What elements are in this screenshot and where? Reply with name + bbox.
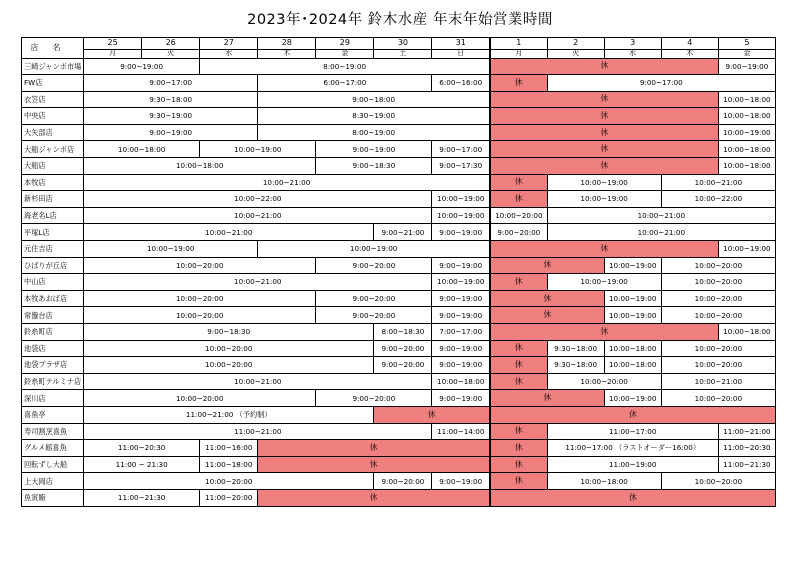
hours-cell: 6:00~17:00 — [258, 75, 432, 92]
hours-cell: 10:00~18:00 — [718, 108, 775, 125]
store-row — [22, 307, 776, 324]
store-name: ひばりが丘店 — [22, 257, 84, 274]
hours-cell: 8:00~19:00 — [258, 124, 490, 141]
weekday-header: 木 — [661, 49, 718, 58]
hours-cell: 10:00~20:00 — [661, 357, 775, 374]
store-name: 大矢部店 — [22, 124, 84, 141]
store-row — [22, 290, 776, 307]
hours-cell: 10:00~19:00 — [547, 274, 661, 291]
store-name: 池袋プラザ店 — [22, 357, 84, 374]
hours-cell: 9:00~19:00 — [432, 224, 490, 241]
hours-cell: 8:00~18:30 — [374, 324, 432, 341]
hours-cell: 10:00~19:00 — [547, 174, 661, 191]
hours-cell: 9:00~17:00 — [84, 75, 258, 92]
hours-cell: 10:00~21:00 — [547, 224, 775, 241]
closed-cell: 休 — [490, 75, 547, 92]
store-row — [22, 340, 776, 357]
hours-cell: 11:00~21:00 （予約制） — [84, 406, 374, 423]
hours-cell: 11:00~21:00 — [84, 423, 432, 440]
hours-cell: 10:00~18:00 — [718, 141, 775, 158]
closed-cell: 休 — [490, 58, 718, 75]
hours-cell: 9:00~20:00 — [374, 340, 432, 357]
store-name: グルメ館喜魚 — [22, 440, 84, 457]
hours-cell: 9:00~20:00 — [374, 357, 432, 374]
hours-cell: 9:00~17:00 — [547, 75, 775, 92]
hours-cell: 11:00 ~ 21:30 — [84, 456, 200, 473]
date-header: 25 — [84, 38, 142, 50]
store-row — [22, 75, 776, 92]
hours-cell: 9:00~19:00 — [316, 141, 432, 158]
hours-cell: 9:00~18:00 — [258, 91, 490, 108]
hours-cell: 9:00~20:00 — [316, 307, 432, 324]
hours-cell: 10:00~21:00 — [84, 274, 432, 291]
store-name: 上大岡店 — [22, 473, 84, 490]
closed-cell: 休 — [490, 324, 718, 341]
store-row — [22, 58, 776, 75]
hours-cell: 10:00~18:00 — [718, 158, 775, 175]
store-row — [22, 423, 776, 440]
closed-cell: 休 — [258, 456, 490, 473]
hours-cell: 10:00~20:00 — [661, 274, 775, 291]
store-row — [22, 191, 776, 208]
hours-cell: 11:00~19:00 — [547, 456, 718, 473]
hours-cell: 10:00~18:00 — [432, 373, 490, 390]
hours-cell: 10:00~18:00 — [84, 141, 200, 158]
store-name: 新杉田店 — [22, 191, 84, 208]
hours-cell: 11:00~21:00 — [718, 423, 775, 440]
hours-cell: 10:00~20:00 — [84, 357, 374, 374]
store-row — [22, 158, 776, 175]
store-name: FW店 — [22, 75, 84, 92]
hours-cell: 9:00~19:00 — [432, 340, 490, 357]
store-row — [22, 390, 776, 407]
store-name: 三崎ジャンボ市場 — [22, 58, 84, 75]
store-row — [22, 124, 776, 141]
hours-cell: 10:00~19:00 — [432, 207, 490, 224]
hours-cell: 9:00~21:00 — [374, 224, 432, 241]
hours-cell: 10:00~19:00 — [200, 141, 316, 158]
closed-cell: 休 — [490, 307, 604, 324]
hours-cell: 9:00~18:30 — [84, 324, 374, 341]
closed-cell: 休 — [490, 174, 547, 191]
hours-cell: 9:00~19:00 — [432, 307, 490, 324]
store-row — [22, 440, 776, 457]
store-name: 回転ずし大船 — [22, 456, 84, 473]
store-name: 深川店 — [22, 390, 84, 407]
hours-cell: 9:00~19:00 — [432, 390, 490, 407]
hours-cell: 9:00~20:00 — [374, 473, 432, 490]
hours-cell: 10:00~19:00 — [84, 241, 258, 258]
hours-cell: 10:00~19:00 — [547, 191, 661, 208]
closed-cell: 休 — [490, 489, 775, 506]
closed-cell: 休 — [490, 340, 547, 357]
hours-cell: 10:00~18:00 — [718, 324, 775, 341]
weekday-header: 水 — [200, 49, 258, 58]
hours-cell: 10:00~21:00 — [84, 373, 432, 390]
hours-cell: 6:00~16:00 — [432, 75, 490, 92]
date-header: 4 — [661, 38, 718, 50]
closed-cell: 休 — [490, 440, 547, 457]
hours-cell: 10:00~20:00 — [661, 473, 775, 490]
weekday-header: 木 — [258, 49, 316, 58]
hours-cell: 11:00~21:30 — [718, 456, 775, 473]
store-row — [22, 473, 776, 490]
hours-cell: 10:00~19:00 — [258, 241, 490, 258]
hours-table — [21, 37, 776, 507]
hours-cell: 10:00~20:00 — [84, 257, 316, 274]
hours-cell: 10:00~21:00 — [84, 174, 490, 191]
store-row — [22, 207, 776, 224]
closed-cell: 休 — [490, 124, 718, 141]
hours-cell: 7:00~17:00 — [432, 324, 490, 341]
hours-cell: 11:00~18:00 — [200, 456, 258, 473]
hours-cell: 10:00~19:00 — [604, 390, 661, 407]
store-row — [22, 241, 776, 258]
hours-cell: 10:00~18:00 — [547, 473, 661, 490]
hours-cell: 10:00~21:00 — [661, 373, 775, 390]
weekday-header: 火 — [142, 49, 200, 58]
date-header: 1 — [490, 38, 547, 50]
hours-cell: 10:00~19:00 — [718, 241, 775, 258]
store-name: 中央店 — [22, 108, 84, 125]
date-header: 5 — [718, 38, 775, 50]
hours-cell: 11:00~17:00 — [547, 423, 718, 440]
hours-cell: 10:00~19:00 — [604, 307, 661, 324]
hours-cell: 11:00~21:30 — [84, 489, 200, 506]
weekday-header: 火 — [547, 49, 604, 58]
date-header: 30 — [374, 38, 432, 50]
store-column-header: 店名 — [22, 38, 84, 59]
store-name: 大船店 — [22, 158, 84, 175]
store-name: 本牧あおば店 — [22, 290, 84, 307]
store-row — [22, 406, 776, 423]
hours-cell: 10:00~21:00 — [84, 207, 432, 224]
weekday-header: 土 — [374, 49, 432, 58]
store-name: 鈴糸町店 — [22, 324, 84, 341]
closed-cell: 休 — [490, 473, 547, 490]
weekday-header: 金 — [718, 49, 775, 58]
date-header: 3 — [604, 38, 661, 50]
closed-cell: 休 — [490, 141, 718, 158]
date-header: 26 — [142, 38, 200, 50]
hours-cell: 11:00~14:00 — [432, 423, 490, 440]
hours-cell: 11:00~17:00 （ラストオーダー16:00） — [547, 440, 718, 457]
date-header: 28 — [258, 38, 316, 50]
date-header: 27 — [200, 38, 258, 50]
closed-cell: 休 — [490, 357, 547, 374]
hours-cell: 10:00~20:00 — [84, 473, 374, 490]
weekday-header: 金 — [316, 49, 374, 58]
hours-cell: 9:00~17:30 — [432, 158, 490, 175]
hours-cell: 10:00~20:00 — [84, 390, 316, 407]
store-name: 元住吉店 — [22, 241, 84, 258]
hours-cell: 9:00~20:00 — [316, 390, 432, 407]
hours-cell: 10:00~19:00 — [432, 274, 490, 291]
store-row — [22, 108, 776, 125]
hours-cell: 11:00~20:30 — [718, 440, 775, 457]
hours-cell: 11:00~16:00 — [200, 440, 258, 457]
closed-cell: 休 — [490, 423, 547, 440]
store-name: 本牧店 — [22, 174, 84, 191]
hours-cell: 11:00~20:30 — [84, 440, 200, 457]
hours-cell: 9:00~19:00 — [84, 58, 200, 75]
closed-cell: 休 — [490, 257, 604, 274]
store-row — [22, 224, 776, 241]
store-row — [22, 489, 776, 506]
closed-cell: 休 — [490, 456, 547, 473]
hours-cell: 10:00~20:00 — [84, 290, 316, 307]
weekday-header: 日 — [432, 49, 490, 58]
store-name: 魚寅鮨 — [22, 489, 84, 506]
closed-cell: 休 — [374, 406, 490, 423]
store-name: 中山店 — [22, 274, 84, 291]
hours-cell: 9:00~19:00 — [84, 124, 258, 141]
hours-cell: 10:00~19:00 — [604, 257, 661, 274]
hours-cell: 10:00~19:00 — [718, 124, 775, 141]
hours-cell: 10:00~20:00 — [490, 207, 547, 224]
store-row — [22, 456, 776, 473]
hours-cell: 10:00~20:00 — [547, 373, 661, 390]
hours-cell: 9:30~18:00 — [547, 340, 604, 357]
store-row — [22, 257, 776, 274]
date-header: 31 — [432, 38, 490, 50]
closed-cell: 休 — [490, 108, 718, 125]
store-row — [22, 91, 776, 108]
hours-cell: 10:00~20:00 — [84, 307, 316, 324]
date-header: 29 — [316, 38, 374, 50]
store-name: 平塚L店 — [22, 224, 84, 241]
hours-cell: 9:00~17:00 — [432, 141, 490, 158]
closed-cell: 休 — [490, 274, 547, 291]
store-name: 鈴糸町テルミナ店 — [22, 373, 84, 390]
closed-cell: 休 — [258, 440, 490, 457]
hours-cell: 10:00~18:00 — [604, 340, 661, 357]
hours-cell: 10:00~21:00 — [84, 224, 374, 241]
hours-cell: 9:00~19:00 — [432, 257, 490, 274]
hours-cell: 10:00~20:00 — [661, 307, 775, 324]
hours-cell: 9:00~20:00 — [316, 290, 432, 307]
closed-cell: 休 — [490, 158, 718, 175]
closed-cell: 休 — [490, 91, 718, 108]
hours-cell: 9:30~19:00 — [84, 108, 258, 125]
hours-cell: 9:30~18:00 — [84, 91, 258, 108]
closed-cell: 休 — [490, 373, 547, 390]
hours-cell: 10:00~20:00 — [661, 390, 775, 407]
store-row — [22, 174, 776, 191]
hours-cell: 9:30~18:00 — [547, 357, 604, 374]
hours-cell: 9:00~20:00 — [490, 224, 547, 241]
closed-cell: 休 — [490, 390, 604, 407]
page-title: 2023年･2024年 鈴木水産 年末年始営業時間 — [247, 12, 553, 28]
hours-cell: 10:00~18:00 — [84, 158, 316, 175]
hours-cell: 10:00~20:00 — [661, 290, 775, 307]
hours-cell: 10:00~18:00 — [718, 91, 775, 108]
store-name: 常盤台店 — [22, 307, 84, 324]
weekday-header: 月 — [490, 49, 547, 58]
store-row — [22, 274, 776, 291]
hours-cell: 9:00~19:00 — [432, 290, 490, 307]
closed-cell: 休 — [490, 241, 718, 258]
store-name: 池袋店 — [22, 340, 84, 357]
hours-cell: 8:30~19:00 — [258, 108, 490, 125]
weekday-header: 水 — [604, 49, 661, 58]
store-name: 喜魚亭 — [22, 406, 84, 423]
store-name: 海老名L店 — [22, 207, 84, 224]
store-name: 大船ジャンボ店 — [22, 141, 84, 158]
hours-cell: 9:00~20:00 — [316, 257, 432, 274]
hours-cell: 11:00~20:00 — [200, 489, 258, 506]
store-row — [22, 373, 776, 390]
hours-cell: 9:00~19:00 — [432, 473, 490, 490]
hours-cell: 9:00~19:00 — [432, 357, 490, 374]
hours-cell: 10:00~22:00 — [84, 191, 432, 208]
hours-cell: 8:00~19:00 — [200, 58, 490, 75]
hours-cell: 9:00~19:00 — [718, 58, 775, 75]
hours-cell: 10:00~21:00 — [661, 174, 775, 191]
store-name: 衣笠店 — [22, 91, 84, 108]
weekday-header: 月 — [84, 49, 142, 58]
hours-cell: 10:00~20:00 — [661, 257, 775, 274]
store-row — [22, 357, 776, 374]
hours-cell: 10:00~19:00 — [604, 290, 661, 307]
closed-cell: 休 — [490, 406, 775, 423]
store-row — [22, 141, 776, 158]
hours-cell: 10:00~19:00 — [432, 191, 490, 208]
hours-cell: 9:00~18:30 — [316, 158, 432, 175]
closed-cell: 休 — [258, 489, 490, 506]
hours-cell: 10:00~21:00 — [547, 207, 775, 224]
store-name: 寿司割烹喜魚 — [22, 423, 84, 440]
closed-cell: 休 — [490, 191, 547, 208]
closed-cell: 休 — [490, 290, 604, 307]
hours-cell: 10:00~22:00 — [661, 191, 775, 208]
hours-cell: 10:00~20:00 — [84, 340, 374, 357]
store-row — [22, 324, 776, 341]
date-header: 2 — [547, 38, 604, 50]
hours-cell: 10:00~20:00 — [661, 340, 775, 357]
hours-cell: 10:00~18:00 — [604, 357, 661, 374]
